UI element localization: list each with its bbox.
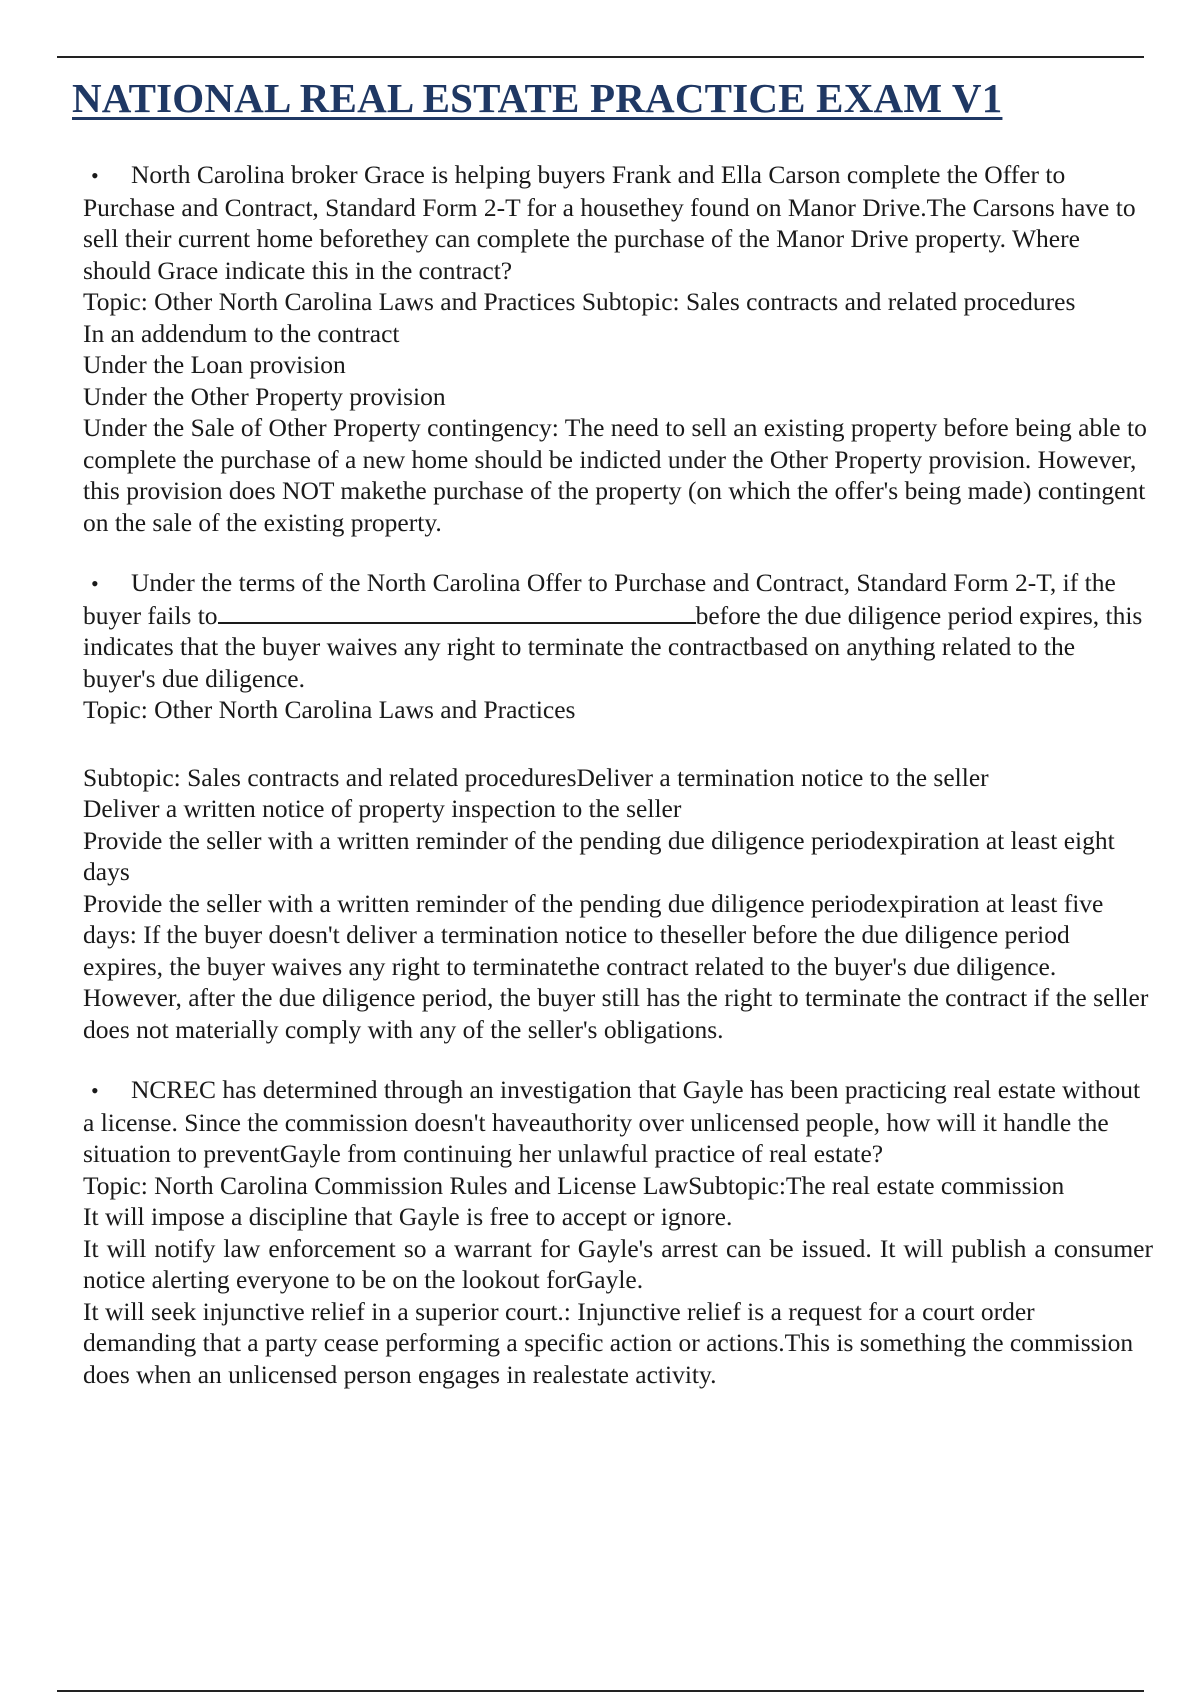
bullet-icon: • <box>91 1078 99 1103</box>
bullet-icon: • <box>91 571 99 596</box>
question-3 <box>83 1074 1153 1390</box>
question-1-option-4: Under the Sale of Other Property contingency: The need to sell an existing property before being able to complete the purchase of a new home should be indicted under the Other Property provision. However, this provision does NOT makethe purchase of the property (on which the offer's being made) contingent on the sale of the existing property. <box>83 413 1147 537</box>
page-title: NATIONAL REAL ESTATE PRACTICE EXAM V1 <box>72 75 1003 121</box>
question-1 <box>83 159 1153 538</box>
question-3-option-1: It will impose a discipline that Gayle is free to accept or ignore. <box>83 1202 733 1231</box>
question-2-option-2: Deliver a written notice of property inspection to the seller <box>83 794 682 823</box>
question-1-option-3: Under the Other Property provision <box>83 381 446 411</box>
question-3-stem <box>83 1074 1153 1170</box>
question-1-option-2: Under the Loan provision <box>83 350 346 379</box>
question-2 <box>83 567 1153 1045</box>
question-1-stem <box>83 159 1153 286</box>
question-2-subtopic-option-1: Subtopic: Sales contracts and related proceduresDeliver a termination notice to the seller <box>83 762 989 792</box>
question-2-option-3: Provide the seller with a written reminder of the pending due diligence periodexpiration at least eight days <box>83 825 1115 886</box>
question-1-stem-text: North Carolina broker Grace is helping buyers Frank and Ella Carson complete the Offer to Purchase and Contract, Standard Form 2-T for a housethey found on Manor Drive.The Carsons have to sell their current home beforethey can complete the purchase of the Manor Drive property. Where should Grace indicate this in the contract? <box>83 160 1136 285</box>
document-body <box>83 159 1153 1390</box>
question-2-stem-after-blank: before the due diligence period expires, this indicates that the buyer waives any right to terminate the contractbased on anything related to the buyer's due diligence. <box>83 600 1143 693</box>
question-1-option-1: In an addendum to the contract <box>83 318 400 348</box>
question-3-option-2: It will notify law enforcement so a warrant for Gayle's arrest can be issued. It will publish a consumer notice alerting everyone to be on the lookout forGayle. <box>83 1233 1153 1294</box>
question-3-stem-text: NCREC has determined through an investigation that Gayle has been practicing real estate without a license. Since the commission doesn't haveauthority over unlicensed people, how will it handle the situation to preventGayle from continuing her unlawful practice of real estate? <box>83 1075 1141 1168</box>
fill-in-blank <box>218 600 696 624</box>
question-3-topic: Topic: North Carolina Commission Rules and License LawSubtopic:The real estate commission <box>83 1170 1065 1200</box>
top-rule <box>57 56 1144 58</box>
bullet-icon: • <box>91 163 99 188</box>
question-2-option-4: Provide the seller with a written reminder of the pending due diligence periodexpiration at least five days: If the buyer doesn't deliver a termination notice to theseller before the due diligence period expires, the buyer waives any right to terminatethe contract related to the buyer's due diligence. However, after the due diligence period, the buyer still has the right to terminate the contract if the seller does not materially comply with any of the seller's obligations. <box>83 888 1149 1044</box>
question-2-topic: Topic: Other North Carolina Laws and Practices <box>83 695 576 724</box>
bottom-rule <box>57 1690 1144 1692</box>
question-2-stem <box>83 567 1153 694</box>
question-1-topic: Topic: Other North Carolina Laws and Practices Subtopic: Sales contracts and related procedures <box>83 287 1076 316</box>
spacer <box>83 726 1153 762</box>
question-2-stem-before-blank: Under the terms of the North Carolina Offer to Purchase and Contract, Standard Form 2-T, if the buyer fails to <box>83 568 1116 630</box>
question-3-option-3: It will seek injunctive relief in a superior court.: Injunctive relief is a request for a court order demanding that a party cease performing a specific action or actions.This is something the commission does when an unlicensed person engages in realestate activity. <box>83 1296 1134 1389</box>
